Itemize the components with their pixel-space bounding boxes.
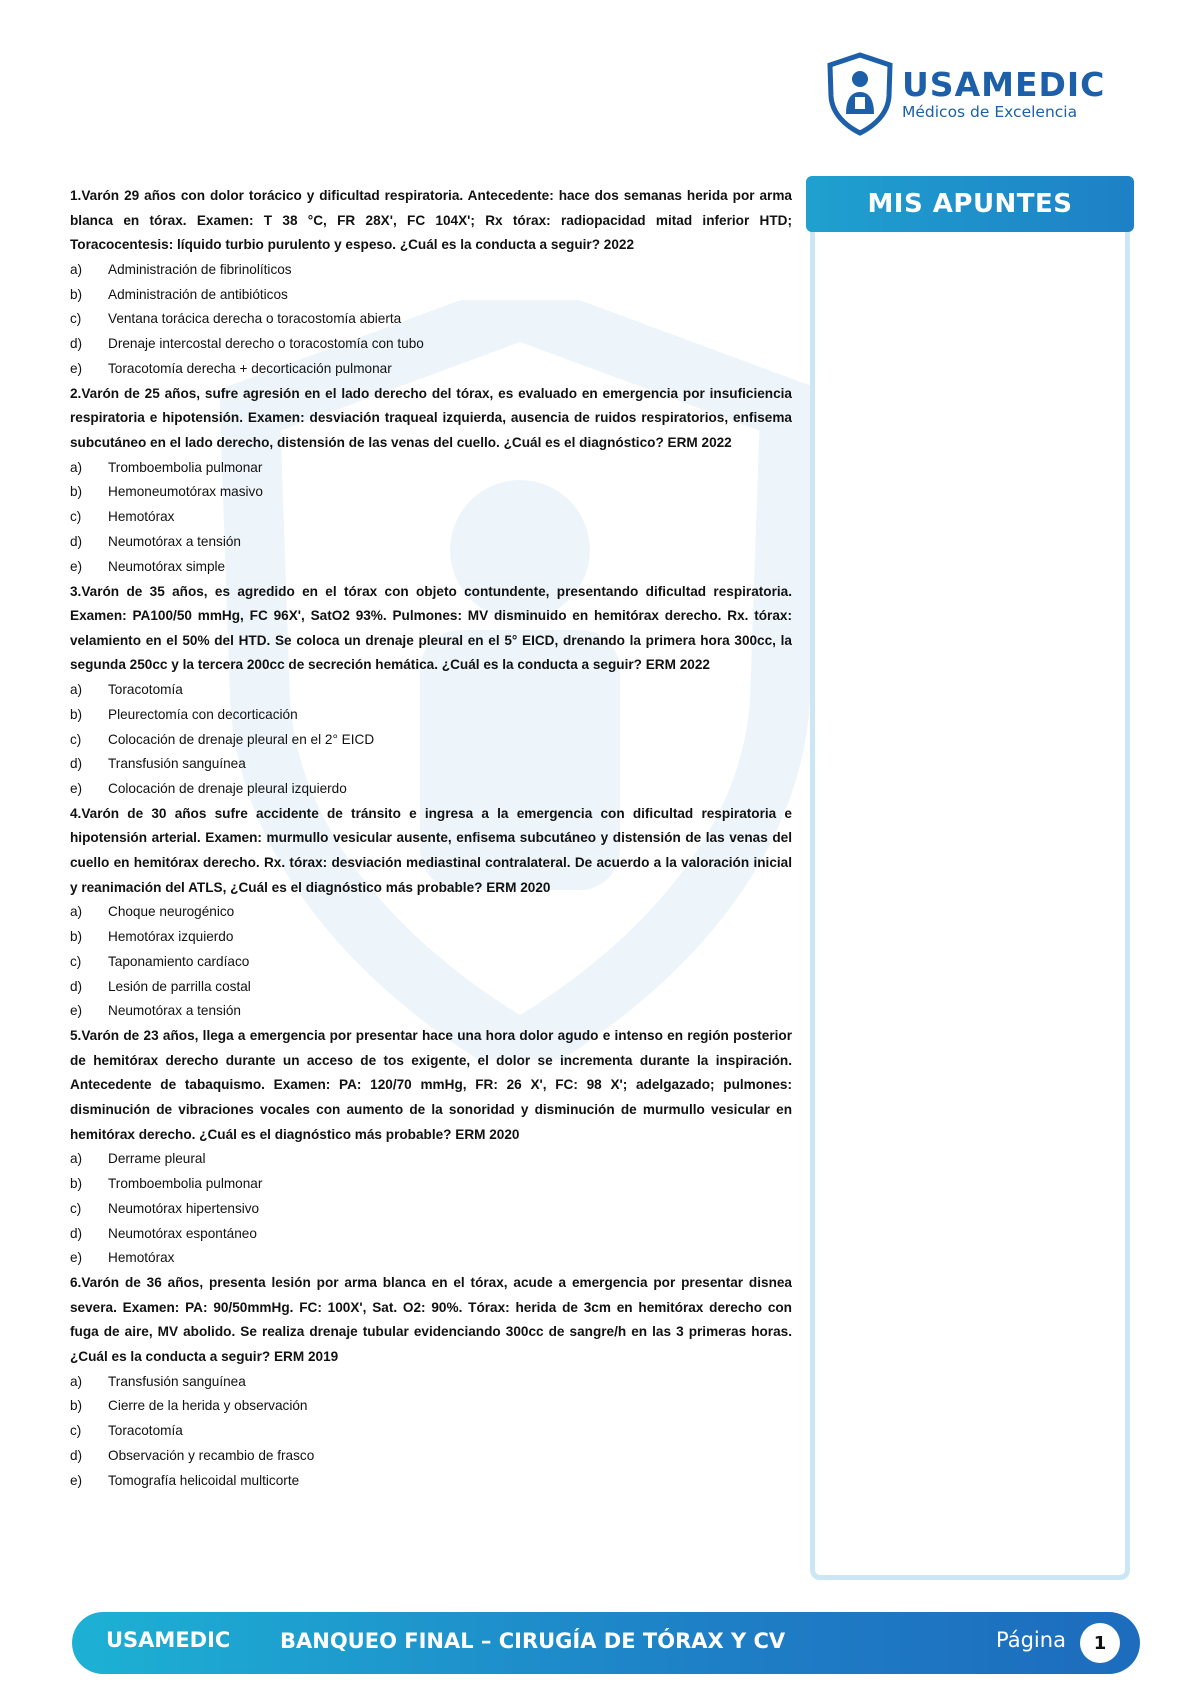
option-item: [70, 925, 792, 950]
option-item: [70, 1394, 792, 1419]
option-letter: d): [70, 1447, 83, 1463]
option-text: Toracotomía: [108, 681, 183, 697]
option-item: [70, 505, 792, 530]
question-text: 1.Varón 29 años con dolor torácico y dificultad respiratoria. Antecedente: hace dos semanas herida por arma blanca en tórax. Examen: T 38 °C, FR 28X', FC 104X'; Rx tórax: radiopacidad mitad inferior HTD; Toracocentesis: líquido turbio purulento y espeso. ¿Cuál es la conducta a seguir? 2022: [70, 188, 792, 253]
option-text: Toracotomía: [108, 1423, 183, 1439]
option-item: [70, 1469, 792, 1494]
notes-title: MIS APUNTES: [867, 189, 1073, 219]
option-item: [70, 480, 792, 505]
option-text: Neumotórax a tensión: [108, 533, 241, 549]
option-text: Neumotórax a tensión: [108, 1003, 241, 1019]
option-letter: d): [70, 978, 83, 994]
option-item: [70, 777, 792, 802]
option-item: [70, 456, 792, 481]
option-item: [70, 357, 792, 382]
question-text: 6.Varón de 36 años, presenta lesión por arma blanca en el tórax, acude a emergencia por presentar disnea severa. Examen: PA: 90/50mmHg. FC: 100X', Sat. O2: 90%. Tórax: herida de 3cm en hemitórax derecho con fuga de aire, MV abolido. Se realiza drenaje tubular evidenciando 300cc de sangre/h en las 3 primeras horas. ¿Cuál es la conducta a seguir? ERM 2019: [70, 1275, 792, 1364]
option-letter: d): [70, 533, 83, 549]
option-item: [70, 752, 792, 777]
option-letter: a): [70, 1151, 83, 1167]
notes-panel[interactable]: [810, 178, 1130, 1580]
option-list: [70, 456, 792, 580]
option-text: Derrame pleural: [108, 1151, 206, 1167]
option-list: [70, 678, 792, 802]
option-letter: b): [70, 706, 83, 722]
question-block: [70, 580, 792, 802]
option-text: Pleurectomía con decorticación: [108, 706, 298, 722]
option-item: [70, 1197, 792, 1222]
option-letter: c): [70, 311, 82, 327]
brand-tagline: Médicos de Excelencia: [902, 103, 1078, 121]
option-text: Taponamiento cardíaco: [108, 953, 250, 969]
option-letter: c): [70, 1200, 82, 1216]
option-letter: c): [70, 953, 82, 969]
option-text: Hemotórax izquierdo: [108, 929, 234, 945]
question-list: [70, 184, 792, 1494]
option-text: Hemotórax: [108, 509, 175, 525]
question-block: [70, 184, 792, 382]
option-text: Administración de fibrinolíticos: [108, 261, 292, 277]
option-text: Neumotórax simple: [108, 558, 226, 574]
option-text: Observación y recambio de frasco: [108, 1447, 315, 1463]
option-item: [70, 728, 792, 753]
option-letter: b): [70, 1398, 83, 1414]
option-letter: a): [70, 1373, 83, 1389]
brand-name: USAMEDIC: [902, 65, 1106, 104]
option-item: [70, 703, 792, 728]
option-item: [70, 332, 792, 357]
option-text: Lesión de parrilla costal: [108, 978, 251, 994]
option-text: Transfusión sanguínea: [108, 756, 246, 772]
question-text: 4.Varón de 30 años sufre accidente de tránsito e ingresa a la emergencia con dificultad respiratoria e hipotensión arterial. Examen: murmullo vesicular ausente, enfisema subcutáneo y distensión de las venas del cuello en hemitórax derecho. Rx. tórax: desviación mediastinal contralateral. De acuerdo a la valoración inicial y reanimación del ATLS, ¿Cuál es el diagnóstico más probable? ERM 2020: [70, 805, 792, 895]
option-item: [70, 530, 792, 555]
question-block: [70, 802, 792, 1024]
brand-logo: [826, 52, 1105, 136]
option-text: Hemoneumotórax masivo: [108, 484, 263, 500]
question-block: [70, 1024, 792, 1271]
option-item: [70, 1370, 792, 1395]
option-list: [70, 1147, 792, 1271]
option-item: [70, 1419, 792, 1444]
option-item: [70, 1147, 792, 1172]
option-letter: c): [70, 731, 82, 747]
option-letter: e): [70, 360, 83, 376]
footer-page-label: Página: [996, 1628, 1066, 1652]
option-letter: e): [70, 1472, 83, 1488]
doctor-shield-icon: [826, 52, 894, 136]
option-text: Colocación de drenaje pleural en el 2° EICD: [108, 731, 375, 747]
footer-title: BANQUEO FINAL – CIRUGÍA DE TÓRAX Y CV: [280, 1629, 786, 1653]
option-item: [70, 307, 792, 332]
notes-header: [806, 176, 1134, 232]
option-item: [70, 950, 792, 975]
question-block: [70, 382, 792, 580]
option-letter: b): [70, 929, 83, 945]
option-item: [70, 258, 792, 283]
option-letter: a): [70, 459, 83, 475]
option-letter: b): [70, 286, 83, 302]
question-text: 5.Varón de 23 años, llega a emergencia por presentar hace una hora dolor agudo e intenso en región posterior de hemitórax derecho durante un acceso de tos exigente, el dolor se incrementa durante la inspiración. Antecedente de tabaquismo. Examen: PA: 120/70 mmHg, FR: 26 X', FC: 98 X'; adelgazado; pulmones: disminución de vibraciones vocales con aumento de la sonoridad y disminución de murmullo vesicular en hemitórax derecho. ¿Cuál es el diagnóstico más probable? ERM 2020: [70, 1028, 792, 1142]
option-item: [70, 900, 792, 925]
option-text: Neumotórax espontáneo: [108, 1225, 257, 1241]
option-text: Toracotomía derecha + decorticación pulmonar: [108, 360, 392, 376]
option-list: [70, 1370, 792, 1494]
option-text: Tromboembolia pulmonar: [108, 1176, 263, 1192]
option-item: [70, 555, 792, 580]
option-item: [70, 678, 792, 703]
option-letter: e): [70, 1003, 83, 1019]
option-text: Colocación de drenaje pleural izquierdo: [108, 781, 347, 797]
option-letter: a): [70, 261, 83, 277]
option-letter: d): [70, 336, 83, 352]
option-letter: a): [70, 904, 83, 920]
option-item: [70, 975, 792, 1000]
option-item: [70, 999, 792, 1024]
option-letter: c): [70, 509, 82, 525]
option-letter: e): [70, 1250, 83, 1266]
option-item: [70, 1444, 792, 1469]
option-item: [70, 1172, 792, 1197]
option-text: Cierre de la herida y observación: [108, 1398, 308, 1414]
option-text: Choque neurogénico: [108, 904, 235, 920]
option-letter: e): [70, 781, 83, 797]
page-number: 1: [1080, 1623, 1120, 1663]
option-letter: b): [70, 1176, 83, 1192]
option-list: [70, 900, 792, 1024]
option-text: Tomografía helicoidal multicorte: [108, 1472, 300, 1488]
option-letter: c): [70, 1423, 82, 1439]
option-letter: d): [70, 1225, 83, 1241]
option-text: Neumotórax hipertensivo: [108, 1200, 260, 1216]
question-text: 2.Varón de 25 años, sufre agresión en el lado derecho del tórax, es evaluado en emergencia por insuficiencia respiratoria e hipotensión. Examen: desviación traqueal izquierda, ausencia de ruidos respiratorios, enfisema subcutáneo en el lado derecho, distensión de las venas del cuello. ¿Cuál es el diagnóstico? ERM 2022: [70, 385, 792, 450]
option-letter: a): [70, 681, 83, 697]
option-text: Tromboembolia pulmonar: [108, 459, 263, 475]
option-text: Administración de antibióticos: [108, 286, 288, 302]
option-list: [70, 258, 792, 382]
page-footer: [72, 1612, 1140, 1674]
option-item: [70, 283, 792, 308]
question-text: 3.Varón de 35 años, es agredido en el tórax con objeto contundente, presentando dificultad respiratoria. Examen: PA100/50 mmHg, FC 96X', SatO2 93%. Pulmones: MV disminuido en hemitórax derecho. Rx. tórax: velamiento en el 50% del HTD. Se coloca un drenaje pleural en el 5° EICD, drenando la primera hora 300cc, la segunda 250cc y la tercera 200cc de secreción hemática. ¿Cuál es la conducta a seguir? ERM 2022: [70, 583, 792, 673]
option-text: Drenaje intercostal derecho o toracostomía con tubo: [108, 336, 424, 352]
option-letter: d): [70, 756, 83, 772]
option-letter: b): [70, 484, 83, 500]
option-text: Ventana torácica derecha o toracostomía abierta: [108, 311, 402, 327]
option-text: Transfusión sanguínea: [108, 1373, 246, 1389]
option-item: [70, 1246, 792, 1271]
footer-brand: USAMEDIC: [106, 1628, 231, 1652]
option-item: [70, 1222, 792, 1247]
option-text: Hemotórax: [108, 1250, 175, 1266]
question-block: [70, 1271, 792, 1493]
option-letter: e): [70, 558, 83, 574]
